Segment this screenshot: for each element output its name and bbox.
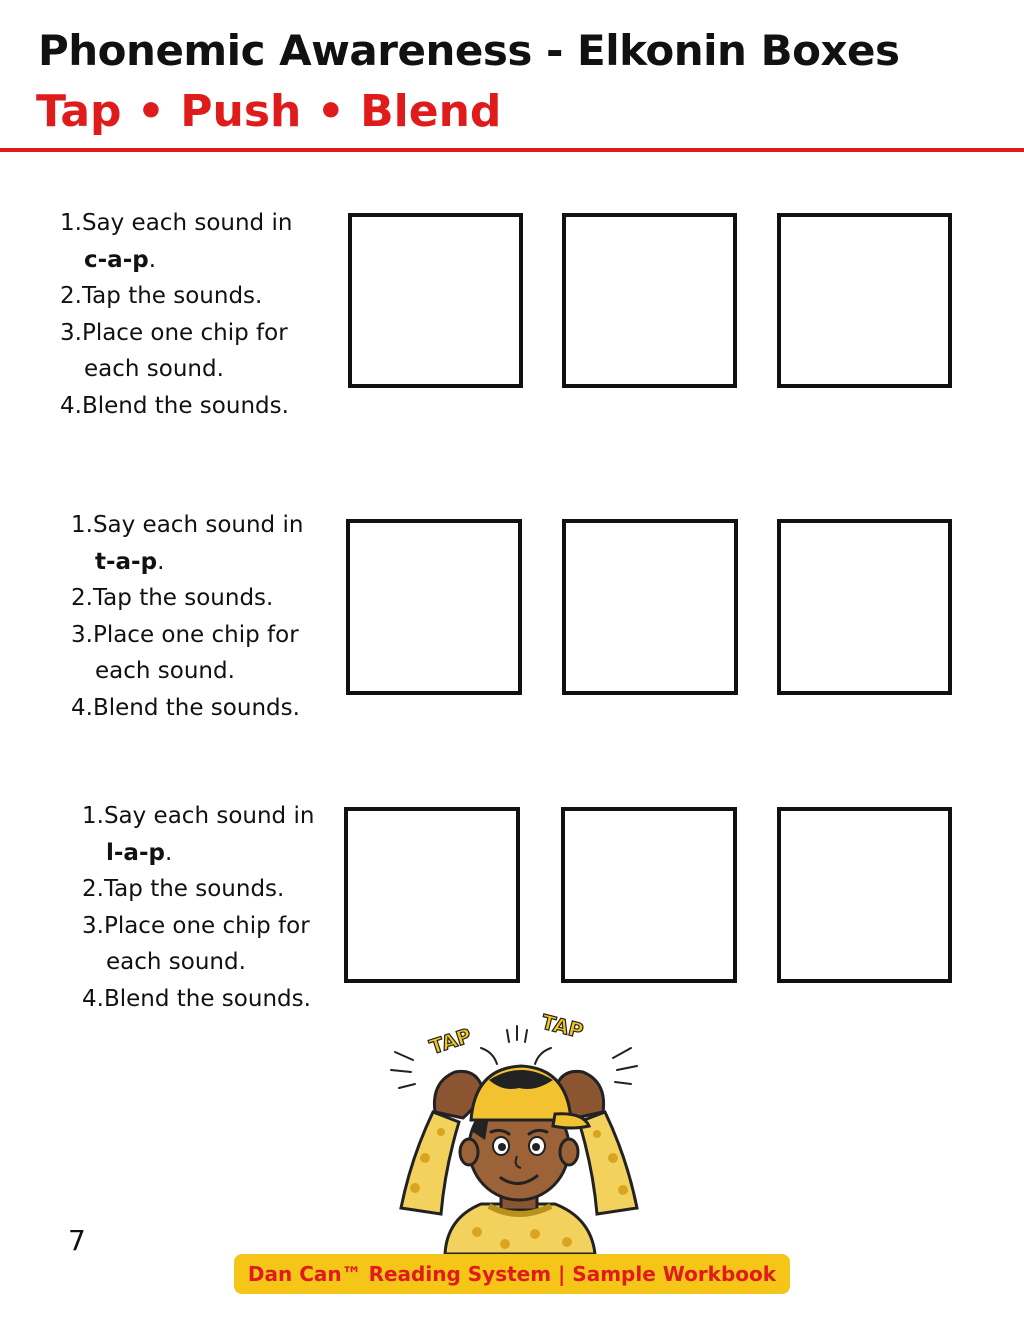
- elkonin-box-1-2[interactable]: [562, 213, 737, 388]
- step-say: 1.Say each sound in: [71, 512, 304, 538]
- elkonin-box-1-3[interactable]: [777, 213, 952, 388]
- elkonin-box-3-3[interactable]: [777, 807, 952, 983]
- page-subtitle: Tap • Push • Blend: [36, 86, 502, 137]
- elkonin-box-3-1[interactable]: [344, 807, 520, 983]
- step-say-word: l-a-p.: [106, 839, 173, 866]
- exercise-3-instructions: [82, 798, 314, 1017]
- exercise-2-instructions: [71, 507, 303, 726]
- step-say-word: t-a-p.: [95, 548, 165, 575]
- elkonin-box-2-1[interactable]: [346, 519, 522, 695]
- step-tap: 2.Tap the sounds.: [60, 283, 263, 309]
- footer-badge: Dan Can™ Reading System | Sample Workbook: [234, 1254, 790, 1294]
- step-blend: 4.Blend the sounds.: [82, 985, 311, 1012]
- step-blend: 4.Blend the sounds.: [71, 694, 300, 721]
- elkonin-box-2-2[interactable]: [562, 519, 738, 695]
- exercise-1-instructions: [60, 205, 292, 424]
- page-number: 7: [68, 1224, 86, 1257]
- step-say: 1.Say each sound in: [60, 210, 293, 236]
- header-divider: [0, 148, 1024, 152]
- step-tap: 2.Tap the sounds.: [71, 585, 274, 611]
- tap-label-left: [427, 1023, 475, 1059]
- page-title: Phonemic Awareness - Elkonin Boxes: [38, 26, 900, 75]
- step-place-cont: each sound.: [106, 949, 246, 975]
- step-place-cont: each sound.: [84, 356, 224, 382]
- tap-right-text: TAP: [539, 1009, 586, 1044]
- tap-left-text: TAP: [426, 1023, 475, 1060]
- step-tap: 2.Tap the sounds.: [82, 876, 285, 902]
- elkonin-box-1-1[interactable]: [348, 213, 523, 388]
- step-say-word: c-a-p.: [84, 246, 157, 273]
- target-word: c-a-p: [84, 246, 149, 273]
- step-place: 3.Place one chip for: [82, 912, 310, 939]
- step-place-cont: each sound.: [95, 658, 235, 684]
- elkonin-box-3-2[interactable]: [561, 807, 737, 983]
- step-say: 1.Say each sound in: [82, 803, 315, 829]
- elkonin-box-2-3[interactable]: [777, 519, 952, 695]
- step-blend: 4.Blend the sounds.: [60, 392, 289, 419]
- target-word: t-a-p: [95, 548, 158, 575]
- step-place: 3.Place one chip for: [71, 621, 299, 648]
- target-word: l-a-p: [106, 839, 165, 866]
- boy-tapping-head-illustration: [385, 1008, 655, 1254]
- step-place: 3.Place one chip for: [60, 319, 288, 346]
- tap-label-right: [539, 1010, 586, 1044]
